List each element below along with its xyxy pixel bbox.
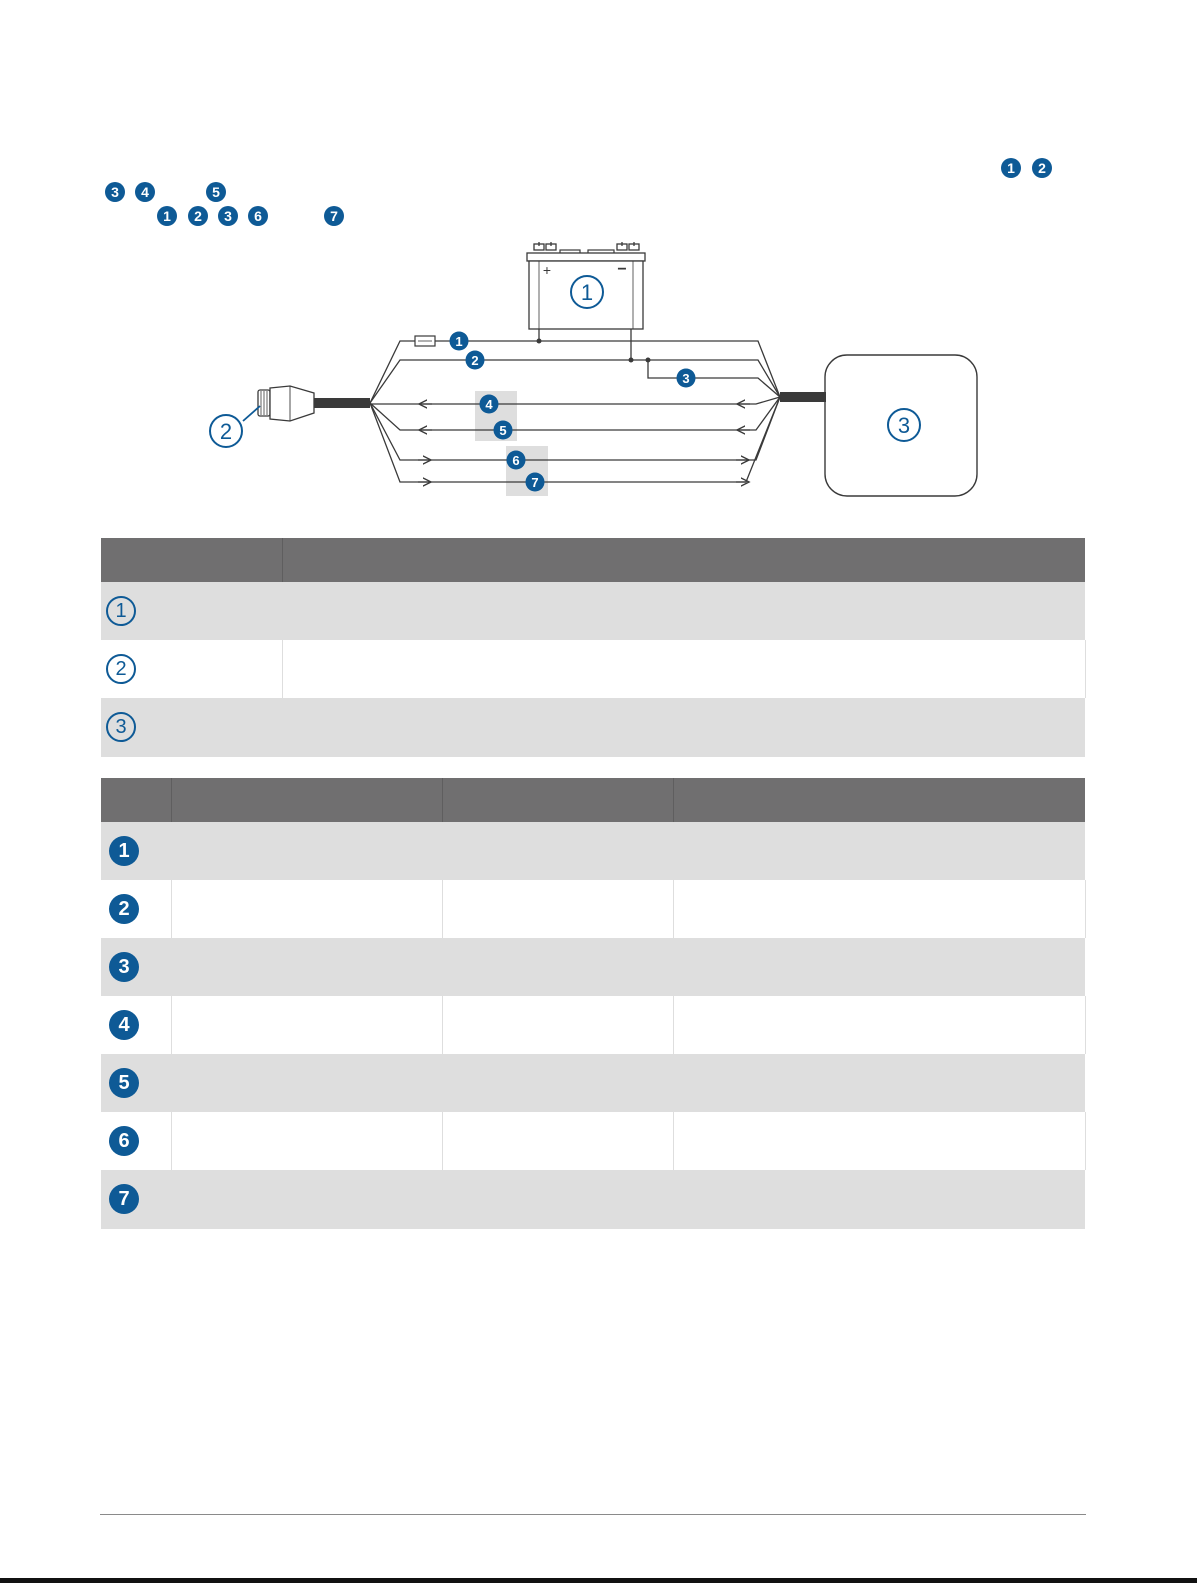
component-2-icon: 2 — [106, 654, 136, 684]
table-row — [101, 1170, 1085, 1229]
callout-4-icon: 4 — [135, 182, 155, 202]
wire-6-label: 6 — [512, 453, 520, 468]
wire-7-label: 7 — [531, 475, 539, 490]
component-1-icon: 1 — [106, 596, 136, 626]
wire-7-icon: 7 — [109, 1184, 139, 1214]
callout-2-icon: 2 — [188, 206, 208, 226]
callout-5-icon: 5 — [206, 182, 226, 202]
callout-1-icon: 1 — [157, 206, 177, 226]
table-row — [101, 938, 1085, 996]
component-3-label: 3 — [897, 413, 911, 438]
callout-3-icon: 3 — [218, 206, 238, 226]
callout-1-icon: 1 — [1001, 158, 1021, 178]
battery-minus-label: − — [617, 261, 627, 278]
bottom-edge — [0, 1578, 1197, 1583]
component-3-icon: 3 — [106, 712, 136, 742]
components-table-header — [101, 538, 1085, 582]
table-row — [101, 582, 1085, 640]
table-row — [101, 822, 1085, 880]
connector-icon — [210, 386, 314, 447]
wires-table — [101, 778, 1086, 1229]
wiring-diagram — [0, 230, 1197, 530]
intro-paragraph — [100, 150, 1090, 230]
wire-4-icon: 4 — [109, 1010, 139, 1040]
callout-6-icon: 6 — [248, 206, 268, 226]
table-row — [101, 640, 1085, 698]
components-table — [101, 538, 1086, 757]
wire-3-icon: 3 — [109, 952, 139, 982]
wire-5-icon: 5 — [109, 1068, 139, 1098]
table-row — [101, 698, 1085, 757]
wire-5-label: 5 — [499, 423, 507, 438]
component-1-label: 1 — [580, 280, 594, 305]
wires-table-header — [101, 778, 1085, 822]
battery-icon — [527, 242, 645, 329]
table-row — [101, 996, 1085, 1054]
wire-3-label: 3 — [682, 371, 690, 386]
wire-6-icon: 6 — [109, 1126, 139, 1156]
callout-2-icon: 2 — [1032, 158, 1052, 178]
wire-1-label: 1 — [455, 334, 463, 349]
table-row — [101, 880, 1085, 938]
callout-3-icon: 3 — [105, 182, 125, 202]
wire-4-label: 4 — [485, 397, 493, 412]
table-row — [101, 1054, 1085, 1112]
table-row — [101, 1112, 1085, 1170]
battery-plus-label: + — [542, 262, 552, 278]
wire-2-icon: 2 — [109, 894, 139, 924]
wire-1-icon: 1 — [109, 836, 139, 866]
footer-divider — [100, 1514, 1086, 1515]
component-2-label: 2 — [219, 419, 233, 444]
wire-2-label: 2 — [471, 353, 479, 368]
callout-7-icon: 7 — [324, 206, 344, 226]
